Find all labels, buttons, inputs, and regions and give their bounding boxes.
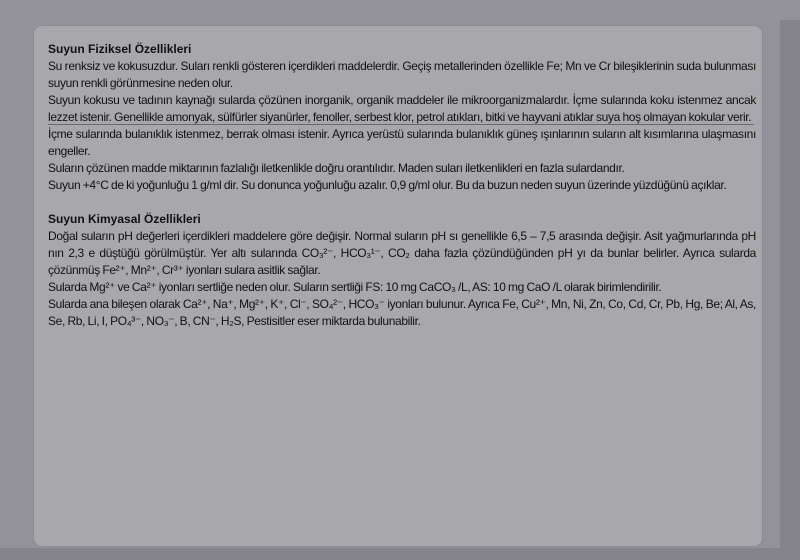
ph-paragraph: Doğal suların pH değerleri içerdikleri maddelere göre değişir. Normal suların pH sı genellikle 6,5 – 7,5 arasında değişir. Asit yağmurlarında pH nın 2,3 e düştüğü görülmüştür. Yer altı sularında CO₃²⁻, HCO₃¹⁻, CO₂ daha fazla çözündüğünden pH yı da bunlar belirler. Ayrıca sularda çözünmüş Fe²⁺, Mn²⁺, Cr³⁺ iyonları sulara asitlik sağlar. xyxy=(48,229,756,277)
divider-line xyxy=(48,124,754,125)
text-body xyxy=(48,41,756,330)
odor-taste-paragraph: Suyun kokusu ve tadının kaynağı sularda çözünen inorganik, organik maddeler ile mikroorganizmalardır. İçme sularında koku istenmez ancak lezzet istenir. Genellikle amonyak, sülfürler siyanürler, fenoller, serbest klor, petrol atıkları, bitki ve hayvani atıklar suya hoş olmayan kokular verir. xyxy=(48,93,756,124)
hardness-paragraph: Sularda Mg²⁺ ve Ca²⁺ iyonları sertliğe neden olur. Suların sertliği FS: 10 mg CaCO₃ /L, AS: 10 mg CaO /L olarak birimlendirilir. xyxy=(48,280,662,294)
color-paragraph: Su renksiz ve kokusuzdur. Suları renkli gösteren içerdikleri maddelerdir. Geçiş metallerinden özellikle Fe; Mn ve Cr bileşiklerinin suda bulunması suyun renkli görünmesine neden olur. xyxy=(48,59,756,90)
chemical-properties-heading: Suyun Kimyasal Özellikleri xyxy=(48,212,201,226)
section-gap xyxy=(48,194,756,211)
frame-right xyxy=(780,20,800,560)
turbidity-paragraph: İçme sularında bulanıklık istenmez, berrak olması istenir. Ayrıca yerüstü sularında bulanıklık güneş ışınlarının suların alt kısımlarına ulaşmasını engeller. xyxy=(48,127,756,158)
conductivity-paragraph: Suların çözünen madde miktarının fazlalığı iletkenlikle doğru orantılıdır. Maden suları iletkenlikleri en fazla sulardandır. xyxy=(48,161,625,175)
density-paragraph: Suyun +4°C de ki yoğunluğu 1 g/ml dir. Su donunca yoğunluğu azalır. 0,9 g/ml olur. Bu da buzun neden suyun üzerinde yüzdüğünü açıklar. xyxy=(48,178,727,192)
frame-bottom xyxy=(0,548,800,560)
physical-properties-heading: Suyun Fiziksel Özellikleri xyxy=(48,42,192,56)
ions-paragraph: Sularda ana bileşen olarak Ca²⁺, Na⁺, Mg²⁺, K⁺, Cl⁻, SO₄²⁻, HCO₃⁻ iyonları bulunur. Ayrıca Fe, Cu²⁺, Mn, Ni, Zn, Co, Cd, Cr, Pb, Hg, Be; Al, As, Se, Rb, Li, I, PO₄³⁻, NO₃⁻, B, CN⁻, H₂S, Pestisitler eser miktarda bulunabilir. xyxy=(48,297,756,328)
